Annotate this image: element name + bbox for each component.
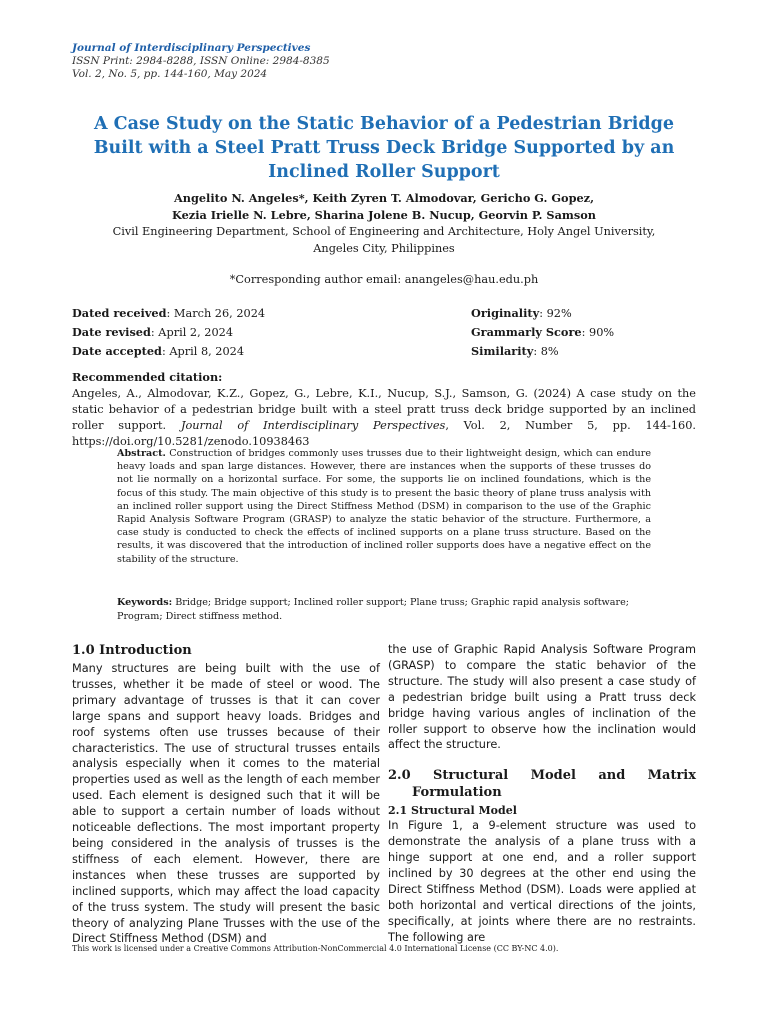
author-line-2: Kezia Irielle N. Lebre, Sharina Jolene B. Nucup, Georvin P. Samson bbox=[172, 208, 596, 222]
similarity-value: : 8% bbox=[533, 345, 559, 358]
affiliation bbox=[72, 223, 696, 257]
journal-header bbox=[72, 42, 330, 81]
date-received bbox=[72, 304, 265, 323]
date-accepted-value: : April 8, 2024 bbox=[161, 345, 245, 358]
column-right bbox=[388, 642, 696, 946]
date-revised-label: Date revised bbox=[72, 325, 151, 339]
grammarly-value: : 90% bbox=[581, 326, 615, 339]
date-accepted-label: Date accepted bbox=[72, 344, 162, 358]
section2-paragraph: In Figure 1, a 9-element structure was used to demonstrate the analysis of a plane truss with a hinge support at one end, and a roller support inclined by 30 degrees at the other end using the Direct Stiffness Method (DSM). Loads were applied at both horizontal and vertical directions of the joints, specifically, at joints where there are no restraints. The following are bbox=[388, 819, 696, 944]
date-accepted bbox=[72, 342, 265, 361]
affiliation-line-2: Angeles City, Philippines bbox=[313, 242, 455, 255]
abstract-text: Construction of bridges commonly uses trusses due to their lightweight design, which can endure heavy loads and span large distances. However, there are instances when the supports of these trusses do not lie normally on a horizontal surface. For some, the supports lie on inclined foundations, which is the focus of this study. The main objective of this study is to present the basic theory of plane truss analysis with an inclined roller support using the Direct Stiffness Method (DSM) in comparison to the use of the Graphic Rapid Analysis Software Program (GRASP) to analyze the static behavior of the structure. Furthermore, a case study is conducted to check the effects of inclined supports on a plane truss structure. Based on the results, it was discovered that the introduction of inclined roller supports does have a negative effect on the stability of the structure. bbox=[117, 448, 651, 565]
similarity-label: Similarity bbox=[471, 344, 534, 358]
keywords-label: Keywords: bbox=[117, 597, 173, 608]
author-list bbox=[72, 190, 696, 224]
date-received-label: Dated received bbox=[72, 306, 167, 320]
originality-label: Originality bbox=[471, 306, 540, 320]
date-received-value: : March 26, 2024 bbox=[166, 307, 266, 320]
paper-title: A Case Study on the Static Behavior of a Pedestrian Bridge Built with a Steel Pratt Truss Deck Bridge Supported by an Inclined Roller Support bbox=[93, 114, 675, 182]
date-revised bbox=[72, 323, 265, 342]
journal-name: Journal of Interdisciplinary Perspectives bbox=[72, 42, 311, 54]
citation-journal: Journal of Interdisciplinary Perspectives bbox=[180, 419, 446, 432]
section2-heading: 2.0 Structural Model and Matrix Formulation bbox=[388, 768, 696, 801]
column-left bbox=[72, 642, 380, 947]
affiliation-line-1: Civil Engineering Department, School of Engineering and Architecture, Holy Angel University, bbox=[112, 225, 656, 238]
originality-value: : 92% bbox=[539, 307, 572, 320]
author-line-1: Angelito N. Angeles*, Keith Zyren T. Almodovar, Gericho G. Gopez, bbox=[173, 191, 595, 205]
grammarly-label: Grammarly Score bbox=[471, 325, 582, 339]
citation-doi[interactable]: , Vol. 2, Number 5, pp. 144-160. https://doi.org/10.5281/zenodo.10938463 bbox=[72, 419, 696, 448]
intro-heading: 1.0 Introduction bbox=[72, 643, 192, 658]
abstract bbox=[117, 447, 651, 566]
similarity bbox=[471, 342, 614, 361]
citation-heading: Recommended citation: bbox=[72, 370, 223, 384]
intro-paragraph-continued: the use of Graphic Rapid Analysis Software Program (GRASP) to compare the static behavior of the structure. The study will also present a case study of a pedestrian bridge built using a Pratt truss deck bridge having various angles of inclination of the roller support to observe how the inclination would affect the structure. bbox=[388, 643, 696, 752]
journal-issn: ISSN Print: 2984-8288, ISSN Online: 2984-8385 bbox=[72, 55, 330, 67]
abstract-label: Abstract. bbox=[117, 448, 166, 459]
license-footer: This work is licensed under a Creative Commons Attribution-NonCommercial 4.0 International License (CC BY-NC 4.0). bbox=[72, 944, 559, 953]
date-revised-value: : April 2, 2024 bbox=[150, 326, 234, 339]
section2-subheading: 2.1 Structural Model bbox=[388, 804, 517, 818]
scores-block bbox=[471, 304, 614, 361]
citation-text: Angeles, A., Almodovar, K.Z., Gopez, G., Lebre, K.I., Nucup, S.J., Samson, G. (2024) A case study on the static behavior of a pedestrian bridge built with a steel pratt truss deck bridge supported by an inclined roller support. bbox=[72, 387, 696, 432]
corresponding-author: *Corresponding author email: anangeles@hau.edu.ph bbox=[229, 273, 539, 286]
intro-paragraph: Many structures are being built with the use of trusses, whether it be made of steel or wood. The primary advantage of trusses is that it can cover large spans and support heavy loads. Bridges and roof systems often use trusses because of their characteristics. The use of structural trusses entails analysis especially when it comes to the material properties used as well as the length of each member used. Each element is designed such that it will be able to support a certain number of loads without noticeable deflections. The most important property being considered in the analysis of trusses is the stiffness of each element. However, there are instances when these trusses are supported by inclined supports, which may affect the load capacity of the truss system. The study will present the basic theory of analyzing Plane Trusses with the use of the Direct Stiffness Method (DSM) and bbox=[72, 662, 380, 946]
keywords bbox=[117, 596, 651, 624]
journal-volume: Vol. 2, No. 5, pp. 144-160, May 2024 bbox=[72, 68, 268, 80]
originality bbox=[471, 304, 614, 323]
dates-block bbox=[72, 304, 265, 361]
keywords-text: Bridge; Bridge support; Inclined roller support; Plane truss; Graphic rapid analysis software; Program; Direct stiffness method. bbox=[117, 597, 629, 622]
grammarly bbox=[471, 323, 614, 342]
recommended-citation bbox=[72, 369, 696, 450]
